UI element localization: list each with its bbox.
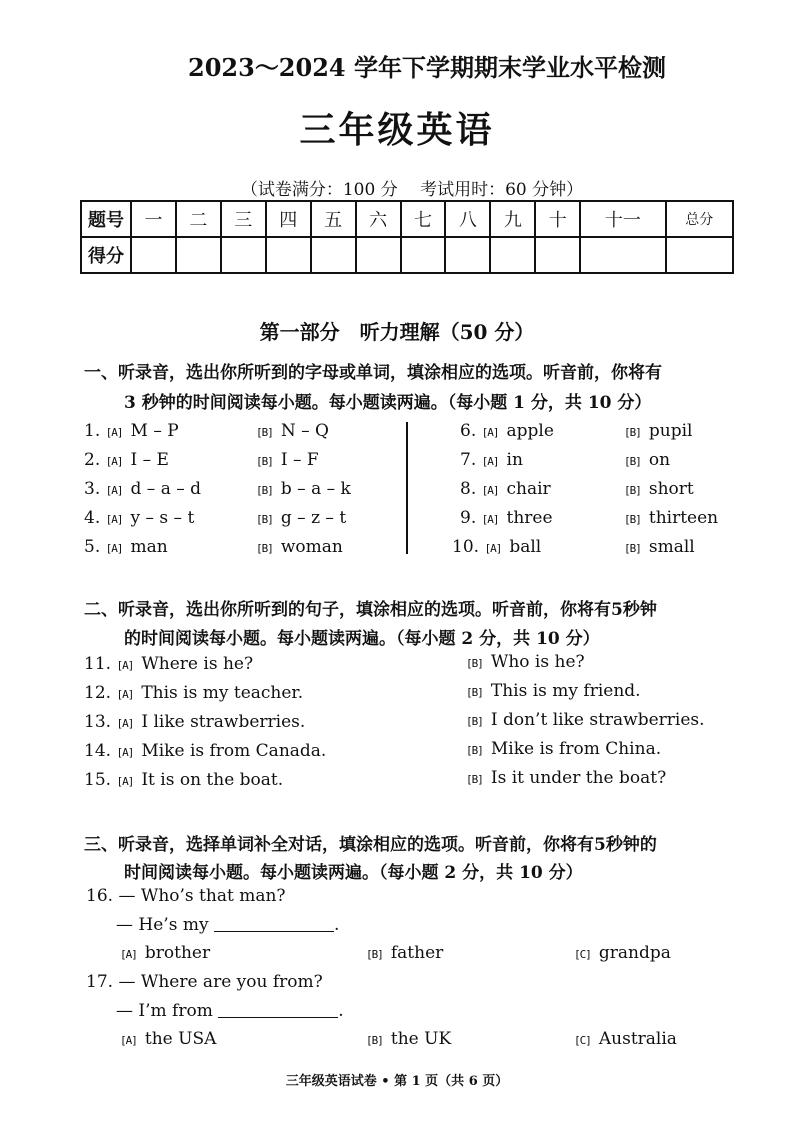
score-cell[interactable] — [535, 237, 580, 273]
score-col-6: 六 — [356, 201, 401, 237]
option-label-b[interactable]: [B] — [466, 773, 483, 786]
question-16-response: — He’s my . — [116, 915, 340, 935]
question-number: 16. — [86, 886, 114, 906]
score-col-4: 四 — [266, 201, 311, 237]
question-9 — [460, 508, 553, 528]
option-a-text: I – E — [130, 450, 169, 470]
option-a-text: I like strawberries. — [141, 712, 306, 732]
option-b-text: small — [648, 537, 695, 557]
option-label-a[interactable]: [A] — [105, 513, 123, 526]
option-b-text: woman — [280, 537, 343, 557]
question-number: 9. — [460, 508, 477, 528]
option-a-text: the USA — [144, 1029, 217, 1049]
option-label-b[interactable]: [B] — [466, 686, 483, 699]
question-number: 14. — [84, 741, 112, 761]
option-label-a[interactable]: [A] — [116, 746, 134, 759]
score-col-11: 十一 — [580, 201, 665, 237]
option-label-a[interactable]: [A] — [105, 426, 123, 439]
score-cell[interactable] — [221, 237, 266, 273]
option-label-b[interactable]: [B] — [256, 542, 273, 555]
option-label-b[interactable]: [B] — [624, 426, 641, 439]
question-12-option-b — [466, 681, 641, 701]
option-label-b[interactable]: [B] — [366, 948, 383, 961]
option-b-text: the UK — [390, 1029, 452, 1049]
option-label-a[interactable]: [A] — [116, 688, 134, 701]
option-label-c[interactable]: [C] — [574, 948, 591, 961]
score-cell[interactable] — [266, 237, 311, 273]
question-17-option-c — [574, 1029, 677, 1049]
option-label-b[interactable]: [B] — [256, 455, 273, 468]
score-cell[interactable] — [580, 237, 665, 273]
question-16-option-b — [366, 943, 443, 963]
answer-blank[interactable] — [214, 930, 334, 932]
question-17-option-a — [120, 1029, 216, 1049]
option-label-a[interactable]: [A] — [481, 513, 499, 526]
score-cell[interactable] — [356, 237, 401, 273]
option-b-text: Is it under the boat? — [490, 768, 667, 788]
score-col-1: 一 — [131, 201, 176, 237]
option-label-a[interactable]: [A] — [120, 1034, 137, 1047]
question-14-option-b — [466, 739, 661, 759]
option-label-b[interactable]: [B] — [256, 426, 273, 439]
question-17 — [86, 972, 323, 992]
option-label-b[interactable]: [B] — [624, 513, 641, 526]
option-label-a[interactable]: [A] — [105, 455, 123, 468]
score-table-score-row — [81, 237, 733, 273]
score-col-3: 三 — [221, 201, 266, 237]
section3-instruction-2: 时间阅读每小题。每小题读两遍。（每小题 2 分，共 10 分） — [124, 863, 583, 883]
score-cell[interactable] — [401, 237, 446, 273]
score-col-8: 八 — [445, 201, 490, 237]
option-label-b[interactable]: [B] — [466, 715, 483, 728]
question-number: 5. — [84, 537, 101, 557]
question-7-option-b — [624, 450, 670, 470]
question-6 — [460, 421, 554, 441]
question-10 — [452, 537, 541, 557]
option-a-text: d – a – d — [130, 479, 202, 499]
subject-title: 三年级英语 — [299, 109, 495, 151]
score-col-10: 十 — [535, 201, 580, 237]
question-12 — [84, 683, 303, 703]
score-table-header-row — [81, 201, 733, 237]
question-number: 11. — [84, 654, 112, 674]
question-number: 8. — [460, 479, 477, 499]
option-b-text: This is my friend. — [490, 681, 641, 701]
option-label-a[interactable]: [A] — [481, 426, 499, 439]
score-cell[interactable] — [131, 237, 176, 273]
score-col-7: 七 — [401, 201, 446, 237]
exam-title: 2023～2024 学年下学期期末学业水平检测 — [188, 53, 666, 82]
question-11 — [84, 654, 253, 674]
question-1-option-b — [256, 421, 329, 441]
score-cell[interactable] — [666, 237, 733, 273]
option-a-text: It is on the boat. — [141, 770, 284, 790]
question-2 — [84, 450, 169, 470]
option-a-text: chair — [506, 479, 551, 499]
score-col-2: 二 — [176, 201, 221, 237]
question-5 — [84, 537, 168, 557]
score-cell[interactable] — [445, 237, 490, 273]
score-table — [80, 200, 734, 274]
page-footer: 三年级英语试卷 • 第 1 页（共 6 页） — [285, 1074, 509, 1089]
option-b-text: short — [648, 479, 694, 499]
section2-instruction-2: 的时间阅读每小题。每小题读两遍。（每小题 2 分，共 10 分） — [124, 629, 600, 649]
question-14 — [84, 741, 326, 761]
option-label-a[interactable]: [A] — [481, 455, 499, 468]
option-label-a[interactable]: [A] — [116, 717, 134, 730]
option-label-a[interactable]: [A] — [116, 659, 134, 672]
option-a-text: This is my teacher. — [141, 683, 304, 703]
option-label-a[interactable]: [A] — [484, 542, 502, 555]
option-label-a[interactable]: [A] — [105, 484, 123, 497]
question-prompt: — Where are you from? — [118, 972, 323, 992]
question-15-option-b — [466, 768, 666, 788]
option-label-b[interactable]: [B] — [366, 1034, 383, 1047]
question-number: 3. — [84, 479, 101, 499]
section1-instruction-1: 一、听录音，选出你所听到的字母或单词，填涂相应的选项。听音前，你将有 — [84, 363, 662, 383]
option-a-text: apple — [506, 421, 554, 441]
option-b-text: thirteen — [648, 508, 719, 528]
option-label-a[interactable]: [A] — [105, 542, 123, 555]
option-label-a[interactable]: [A] — [116, 775, 134, 788]
option-b-text: g – z – t — [280, 508, 347, 528]
option-b-text: pupil — [648, 421, 693, 441]
question-5-option-b — [256, 537, 343, 557]
question-4 — [84, 508, 194, 528]
question-8-option-b — [624, 479, 694, 499]
score-col-total: 总分 — [666, 201, 733, 237]
question-number: 6. — [460, 421, 477, 441]
question-11-option-b — [466, 652, 585, 672]
column-divider — [406, 422, 408, 554]
question-17-option-b — [366, 1029, 451, 1049]
option-a-text: Mike is from Canada. — [141, 741, 327, 761]
option-a-text: ball — [509, 537, 542, 557]
option-b-text: N – Q — [280, 421, 329, 441]
option-label-b[interactable]: [B] — [466, 744, 483, 757]
score-cell[interactable] — [311, 237, 356, 273]
question-13 — [84, 712, 305, 732]
question-number: 4. — [84, 508, 101, 528]
option-label-b[interactable]: [B] — [256, 484, 273, 497]
question-number: 13. — [84, 712, 112, 732]
question-8 — [460, 479, 551, 499]
option-a-text: M – P — [130, 421, 179, 441]
option-b-text: Who is he? — [490, 652, 585, 672]
option-c-text: grandpa — [598, 943, 671, 963]
option-a-text: in — [506, 450, 523, 470]
question-1 — [84, 421, 179, 441]
part1-title: 第一部分 听力理解（50 分） — [259, 320, 535, 344]
question-16-option-c — [574, 943, 671, 963]
option-label-b[interactable]: [B] — [624, 484, 641, 497]
option-a-text: Where is he? — [141, 654, 254, 674]
option-a-text: three — [506, 508, 553, 528]
score-col-9: 九 — [490, 201, 535, 237]
question-number: 15. — [84, 770, 112, 790]
question-4-option-b — [256, 508, 346, 528]
question-number: 17. — [86, 972, 114, 992]
section3-instruction-1: 三、听录音，选择单词补全对话，填涂相应的选项。听音前，你将有5秒钟的 — [84, 835, 657, 855]
option-a-text: y – s – t — [130, 508, 195, 528]
option-b-text: father — [390, 943, 444, 963]
question-number: 10. — [452, 537, 480, 557]
question-15 — [84, 770, 283, 790]
score-cell[interactable] — [176, 237, 221, 273]
question-13-option-b — [466, 710, 705, 730]
answer-blank[interactable] — [218, 1016, 338, 1018]
option-b-text: b – a – k — [280, 479, 351, 499]
option-b-text: on — [648, 450, 671, 470]
question-2-option-b — [256, 450, 319, 470]
question-number: 7. — [460, 450, 477, 470]
question-7 — [460, 450, 523, 470]
option-label-b[interactable]: [B] — [466, 657, 483, 670]
option-label-c[interactable]: [C] — [574, 1034, 591, 1047]
question-6-option-b — [624, 421, 692, 441]
score-col-5: 五 — [311, 201, 356, 237]
score-cell[interactable] — [490, 237, 535, 273]
option-b-text: Mike is from China. — [490, 739, 662, 759]
question-prompt: — Who’s that man? — [118, 886, 286, 906]
option-c-text: Australia — [598, 1029, 677, 1049]
question-16 — [86, 886, 286, 906]
question-17-response: — I’m from . — [116, 1001, 344, 1021]
question-number: 1. — [84, 421, 101, 441]
question-3 — [84, 479, 201, 499]
response-text: — He’s my — [116, 915, 209, 935]
score-row-label: 得分 — [81, 237, 131, 273]
option-b-text: I – F — [280, 450, 319, 470]
score-table-row-label: 题号 — [81, 201, 131, 237]
exam-meta: （试卷满分：100 分 考试用时：60 分钟） — [240, 180, 584, 200]
option-label-a[interactable]: [A] — [120, 948, 137, 961]
question-10-option-b — [624, 537, 695, 557]
option-label-b[interactable]: [B] — [624, 542, 641, 555]
section1-instruction-2: 3 秒钟的时间阅读每小题。每小题读两遍。（每小题 1 分，共 10 分） — [124, 393, 652, 413]
question-number: 12. — [84, 683, 112, 703]
response-text: — I’m from — [116, 1001, 213, 1021]
section2-instruction-1: 二、听录音，选出你所听到的句子，填涂相应的选项。听音前，你将有5秒钟 — [84, 600, 657, 620]
option-label-b[interactable]: [B] — [256, 513, 273, 526]
option-a-text: brother — [144, 943, 211, 963]
question-number: 2. — [84, 450, 101, 470]
option-b-text: I don’t like strawberries. — [490, 710, 705, 730]
question-3-option-b — [256, 479, 351, 499]
option-label-b[interactable]: [B] — [624, 455, 641, 468]
question-9-option-b — [624, 508, 718, 528]
question-16-option-a — [120, 943, 210, 963]
option-label-a[interactable]: [A] — [481, 484, 499, 497]
option-a-text: man — [130, 537, 168, 557]
